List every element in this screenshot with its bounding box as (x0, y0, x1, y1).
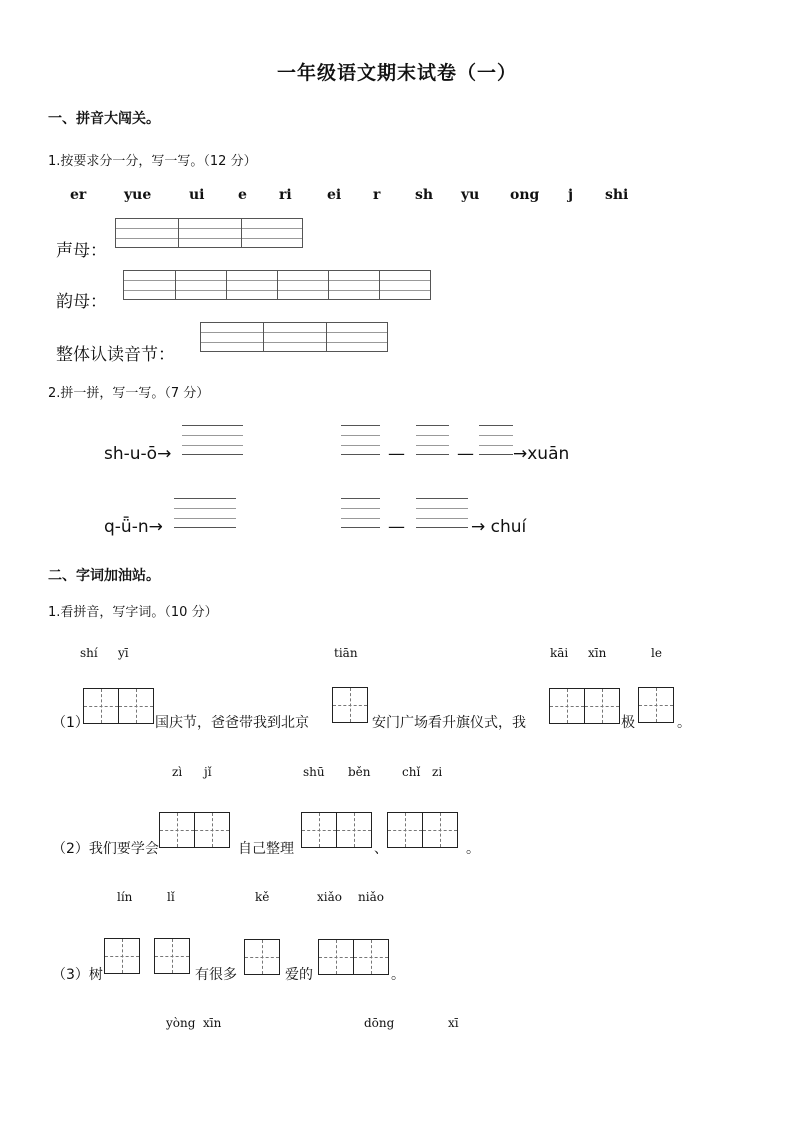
char-box[interactable] (332, 687, 368, 723)
pinyin-hint: shí (80, 646, 98, 660)
syllable: j (568, 187, 574, 203)
pinyin-hint: xī (448, 1016, 459, 1030)
syllable: shi (605, 187, 629, 203)
char-box[interactable] (104, 938, 140, 974)
spell-expression: sh-u-ō→ (104, 444, 172, 464)
result-syllable: → chuí (471, 517, 527, 537)
yunmu-label: 韵母： (56, 292, 107, 312)
sentence-number: （1） (52, 715, 89, 731)
pinyin-hint: xīn (203, 1016, 222, 1030)
zhengti-label: 整体认读音节： (56, 345, 175, 365)
sentence-text: 自己整理 (238, 841, 294, 857)
pinyin-hint: kě (255, 890, 270, 904)
pinyin-hint: xīn (588, 646, 607, 660)
sentence-text: 国庆节，爸爸带我到北京 (155, 715, 309, 731)
zhengti-writing-grid[interactable] (200, 322, 388, 352)
answer-grid[interactable] (182, 425, 243, 455)
sentence-text: 。 (677, 715, 691, 731)
char-box[interactable] (301, 812, 372, 848)
sentence-text: 安门广场看升旗仪式，我 (372, 715, 526, 731)
char-box[interactable] (549, 688, 620, 724)
syllable: e (238, 187, 247, 203)
char-box[interactable] (638, 687, 674, 723)
sentence-text: 爱的 (285, 967, 313, 983)
syllable: ri (279, 187, 292, 203)
answer-grid[interactable] (479, 425, 513, 455)
pinyin-hint: běn (348, 765, 371, 779)
syllable: ui (189, 187, 205, 203)
pinyin-hint: lǐ (167, 890, 175, 904)
char-box[interactable] (318, 939, 389, 975)
pinyin-hint: xiǎo (317, 890, 342, 904)
syllable: ong (510, 187, 540, 203)
syllable: r (373, 187, 381, 203)
char-box[interactable] (154, 938, 190, 974)
pinyin-hint: le (651, 646, 662, 660)
dash: — (388, 444, 405, 464)
sentence-text: 极 (621, 715, 635, 731)
pinyin-hint: lín (117, 890, 133, 904)
sentence-number: （2）我们要学会 (52, 841, 159, 857)
pinyin-hint: tiān (334, 646, 358, 660)
syllable: yu (461, 187, 480, 203)
pinyin-hint: chǐ (402, 765, 421, 779)
pinyin-hint: yòng (166, 1016, 196, 1030)
pinyin-hint: dōng (364, 1016, 395, 1030)
dash: — (457, 444, 474, 464)
pinyin-hint: jǐ (204, 765, 212, 779)
shengmu-label: 声母： (56, 241, 107, 261)
char-box[interactable] (83, 688, 154, 724)
sentence-number: （3）树 (52, 967, 103, 983)
shengmu-writing-grid[interactable] (115, 218, 303, 248)
syllable: er (70, 187, 87, 203)
syllable: yue (124, 187, 152, 203)
char-box[interactable] (387, 812, 458, 848)
sentence-text: 、 (374, 841, 388, 857)
question-prompt: 1.看拼音，写字词。（10 分） (48, 605, 218, 620)
pinyin-hint: niǎo (358, 890, 384, 904)
answer-grid[interactable] (341, 425, 380, 455)
char-box[interactable] (159, 812, 230, 848)
pinyin-hint: shū (303, 765, 325, 779)
syllable: sh (415, 187, 434, 203)
yunmu-writing-grid[interactable] (123, 270, 431, 300)
spell-expression: q-ǖ-n→ (104, 517, 163, 537)
sentence-text: 。 (466, 841, 480, 857)
pinyin-hint: zì (172, 765, 183, 779)
answer-grid[interactable] (416, 498, 468, 528)
answer-grid[interactable] (341, 498, 380, 528)
section-heading: 一、拼音大闯关。 (48, 111, 160, 127)
question-prompt: 2.拼一拼，写一写。（7 分） (48, 386, 210, 401)
answer-grid[interactable] (174, 498, 236, 528)
syllable: ei (327, 187, 342, 203)
char-box[interactable] (244, 939, 280, 975)
answer-grid[interactable] (416, 425, 449, 455)
question-prompt: 1.按要求分一分，写一写。（12 分） (48, 154, 257, 169)
sentence-text: 有很多 (195, 967, 237, 983)
pinyin-hint: zi (432, 765, 443, 779)
pinyin-hint: kāi (550, 646, 569, 660)
page-title: 一年级语文期末试卷（一） (276, 62, 517, 84)
section-heading: 二、字词加油站。 (48, 568, 160, 584)
sentence-text: 。 (391, 967, 405, 983)
dash: — (388, 517, 405, 537)
pinyin-hint: yī (118, 646, 129, 660)
result-syllable: →xuān (513, 444, 570, 464)
